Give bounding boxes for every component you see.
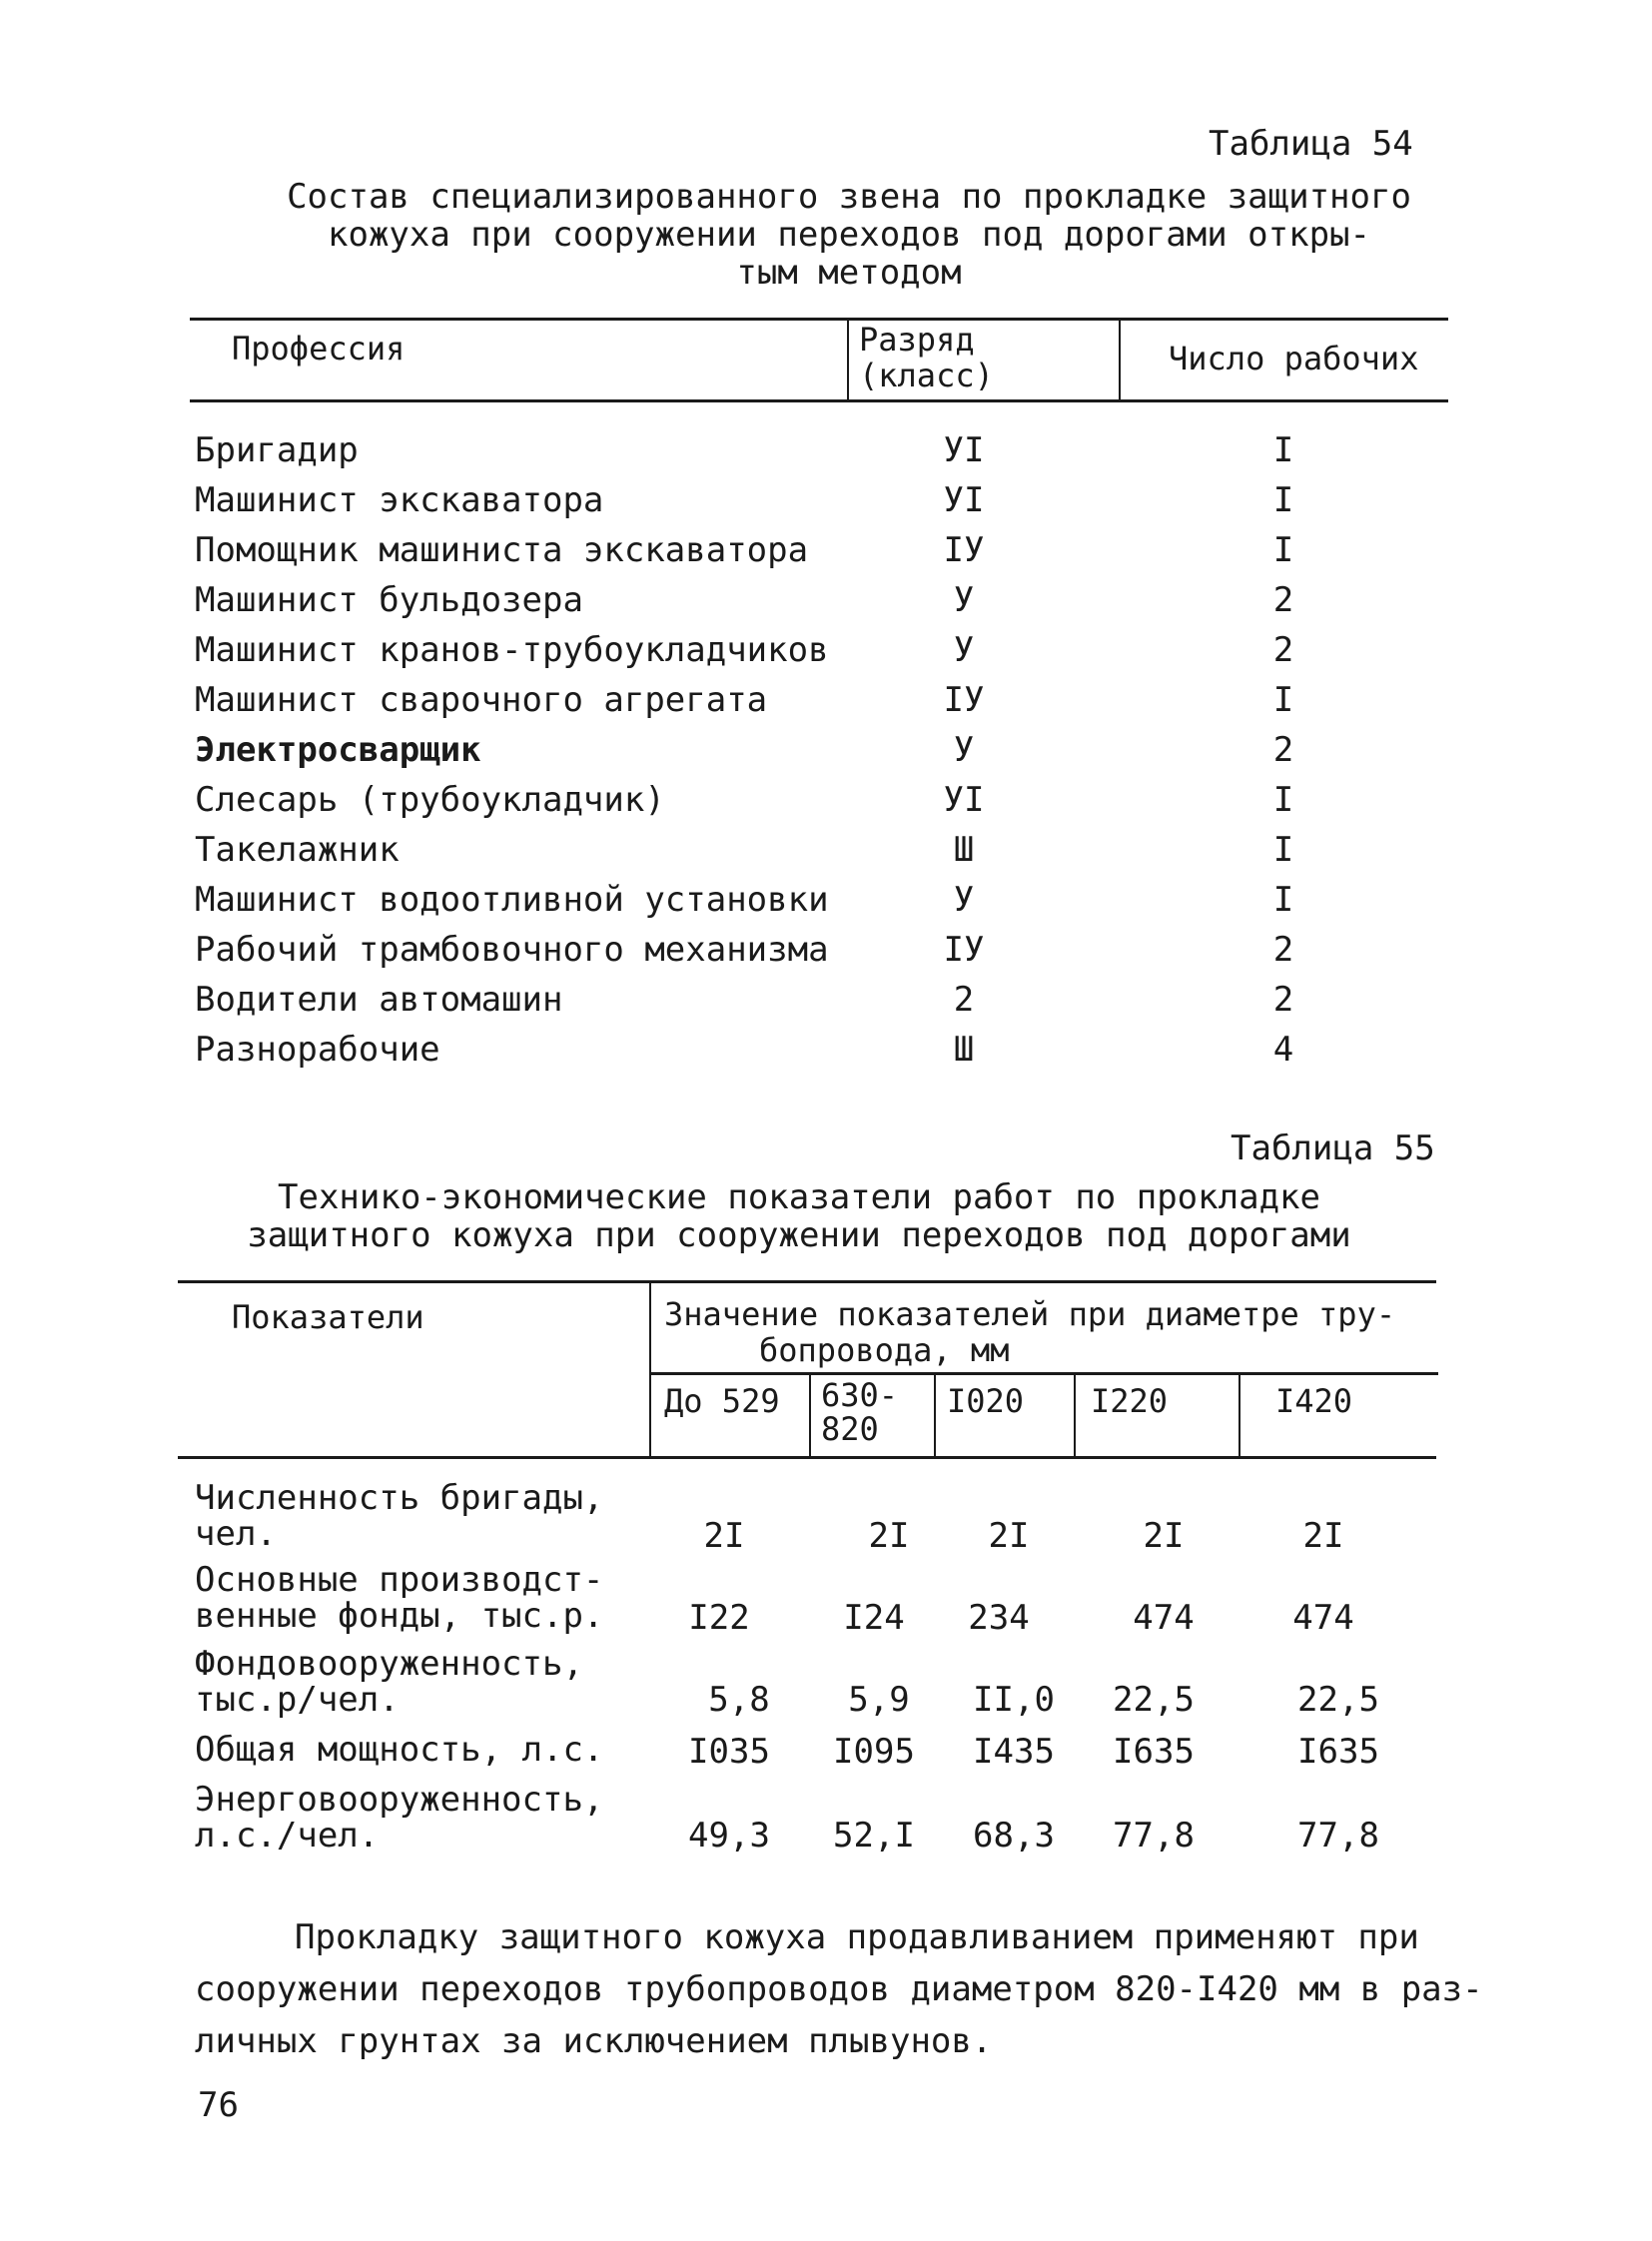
profession-cell: Слесарь (трубоукладчик) — [195, 780, 665, 820]
profession-cell: Рабочий трамбовочного механизма — [195, 930, 829, 970]
paragraph-line: Прокладку защитного кожуха продавливанием применяют при — [295, 1917, 1419, 1957]
grade-cell: IУ — [943, 530, 985, 570]
value-cell: 2I — [868, 1516, 910, 1556]
count-cell: I — [1272, 480, 1294, 520]
table-54-top-rule — [190, 318, 1448, 321]
grade-cell: УI — [943, 430, 985, 470]
table-54-header-rule — [190, 399, 1448, 402]
grade-cell: Ш — [953, 830, 975, 870]
table-54-number: Таблица 54 — [1209, 124, 1413, 164]
count-cell: 2 — [1272, 630, 1294, 670]
value-cell: II,0 — [973, 1680, 1055, 1720]
value-cell: 22,5 — [1297, 1680, 1379, 1720]
value-cell: I635 — [1113, 1732, 1195, 1772]
header-diameter: I020 — [947, 1382, 1025, 1420]
header-profession: Профессия — [232, 330, 406, 368]
value-cell: 77,8 — [1297, 1816, 1379, 1856]
value-cell: 2I — [1143, 1516, 1185, 1556]
header-diameter-line: 630- — [821, 1376, 899, 1414]
count-cell: I — [1272, 780, 1294, 820]
count-cell: I — [1272, 680, 1294, 720]
profession-cell: Машинист бульдозера — [195, 580, 583, 620]
table-54-header-divider — [1119, 318, 1121, 399]
profession-cell: Разнорабочие — [195, 1030, 440, 1070]
paragraph-line: личных грунтах за исключением плывунов. — [195, 2021, 993, 2061]
body-paragraph — [195, 1911, 1483, 2067]
grade-cell: У — [953, 730, 975, 770]
header-diameter: I220 — [1091, 1382, 1169, 1420]
profession-cell: Электросварщик — [195, 730, 481, 770]
value-cell: 474 — [1292, 1598, 1354, 1638]
grade-cell: У — [953, 880, 975, 920]
table-55-col-divider — [809, 1374, 811, 1458]
page-number: 76 — [198, 2085, 239, 2125]
indicator-label-line: л.с./чел. — [195, 1816, 380, 1856]
grade-cell: УI — [943, 780, 985, 820]
grade-cell: 2 — [953, 980, 975, 1020]
header-diameter-line: 820 — [821, 1410, 879, 1448]
table-54-caption-line: Состав специализированного звена по прокладке защитного — [287, 177, 1411, 217]
header-indicator: Показатели — [232, 1298, 424, 1336]
indicator-label-line: Фондовооруженность, — [195, 1644, 583, 1684]
count-cell: 2 — [1272, 580, 1294, 620]
value-cell: 2I — [703, 1516, 745, 1556]
paragraph-line: сооружении переходов трубопроводов диаметром 820-I420 мм в раз- — [195, 1969, 1483, 2009]
header-grade-line: Разряд — [859, 321, 975, 359]
table-55-header-rule — [178, 1456, 1436, 1459]
grade-cell: УI — [943, 480, 985, 520]
value-cell: I635 — [1297, 1732, 1379, 1772]
table-55-col-divider — [1074, 1374, 1076, 1458]
header-count: Число рабочих — [1169, 340, 1419, 377]
value-cell: 68,3 — [973, 1816, 1055, 1856]
table-54-caption-line: тым методом — [736, 253, 962, 293]
profession-cell: Бригадир — [195, 430, 359, 470]
value-cell: 5,8 — [708, 1680, 770, 1720]
table-54-caption-line: кожуха при сооружении переходов под дорогами откры- — [328, 215, 1370, 255]
header-values-title-line: Значение показателей при диаметре тру- — [664, 1295, 1396, 1333]
value-cell: I24 — [843, 1598, 905, 1638]
indicator-label — [195, 1562, 603, 1634]
header-values-title — [664, 1296, 1395, 1368]
profession-cell: Помощник машиниста экскаватора — [195, 530, 809, 570]
value-cell: 49,3 — [688, 1816, 770, 1856]
indicator-label-line: Энерговооруженность, — [195, 1780, 604, 1820]
profession-cell: Машинист экскаватора — [195, 480, 604, 520]
indicator-label — [195, 1782, 603, 1854]
indicator-label — [195, 1646, 583, 1718]
count-cell: I — [1272, 880, 1294, 920]
header-values-title-line: бопровода, мм — [759, 1331, 1010, 1369]
indicator-label-line: венные фонды, тыс.р. — [195, 1596, 604, 1636]
table-54-caption — [250, 178, 1448, 292]
value-cell: 2I — [988, 1516, 1030, 1556]
profession-cell: Машинист сварочного агрегата — [195, 680, 768, 720]
indicator-label-line: тыс.р/чел. — [195, 1680, 400, 1720]
grade-cell: IУ — [943, 680, 985, 720]
count-cell: 2 — [1272, 930, 1294, 970]
indicator-label — [195, 1732, 603, 1768]
header-diameter: До 529 — [664, 1382, 780, 1420]
profession-cell: Такелажник — [195, 830, 400, 870]
count-cell: 2 — [1272, 730, 1294, 770]
indicator-label-line: Общая мощность, л.с. — [195, 1730, 604, 1770]
value-cell: 2I — [1302, 1516, 1344, 1556]
header-grade — [859, 322, 994, 393]
value-cell: I035 — [688, 1732, 770, 1772]
value-cell: 5,9 — [848, 1680, 910, 1720]
value-cell: I095 — [833, 1732, 915, 1772]
indicator-label-line: чел. — [195, 1514, 277, 1554]
count-cell: 4 — [1272, 1030, 1294, 1070]
count-cell: 2 — [1272, 980, 1294, 1020]
indicator-label — [195, 1480, 603, 1552]
header-diameter: I420 — [1275, 1382, 1353, 1420]
table-55-caption-line: защитного кожуха при сооружении переходов под дорогами — [247, 1215, 1351, 1255]
table-55-top-rule — [178, 1280, 1436, 1283]
indicator-label-line: Численность бригады, — [195, 1478, 604, 1518]
table-55-col-divider — [1239, 1374, 1240, 1458]
grade-cell: Ш — [953, 1030, 975, 1070]
grade-cell: IУ — [943, 930, 985, 970]
profession-cell: Машинист водоотливной установки — [195, 880, 829, 920]
header-grade-line: (класс) — [859, 357, 994, 394]
indicator-label-line: Основные производст- — [195, 1560, 604, 1600]
value-cell: 234 — [968, 1598, 1030, 1638]
header-diameter — [821, 1378, 898, 1446]
count-cell: I — [1272, 430, 1294, 470]
count-cell: I — [1272, 830, 1294, 870]
grade-cell: У — [953, 580, 975, 620]
value-cell: I435 — [973, 1732, 1055, 1772]
profession-cell: Машинист кранов-трубоукладчиков — [195, 630, 829, 670]
grade-cell: У — [953, 630, 975, 670]
table-55-header-divider — [649, 1280, 651, 1458]
table-55-caption — [200, 1178, 1398, 1254]
count-cell: I — [1272, 530, 1294, 570]
value-cell: 474 — [1133, 1598, 1195, 1638]
table-55-col-divider — [934, 1374, 936, 1458]
table-55-caption-line: Технико-экономические показатели работ по прокладке — [278, 1177, 1320, 1217]
profession-cell: Водители автомашин — [195, 980, 563, 1020]
value-cell: 77,8 — [1113, 1816, 1195, 1856]
table-55-subheader-rule — [649, 1372, 1438, 1375]
value-cell: I22 — [688, 1598, 750, 1638]
value-cell: 52,I — [833, 1816, 915, 1856]
table-54-header-divider — [847, 318, 849, 399]
value-cell: 22,5 — [1113, 1680, 1195, 1720]
table-55-number: Таблица 55 — [1231, 1128, 1435, 1168]
